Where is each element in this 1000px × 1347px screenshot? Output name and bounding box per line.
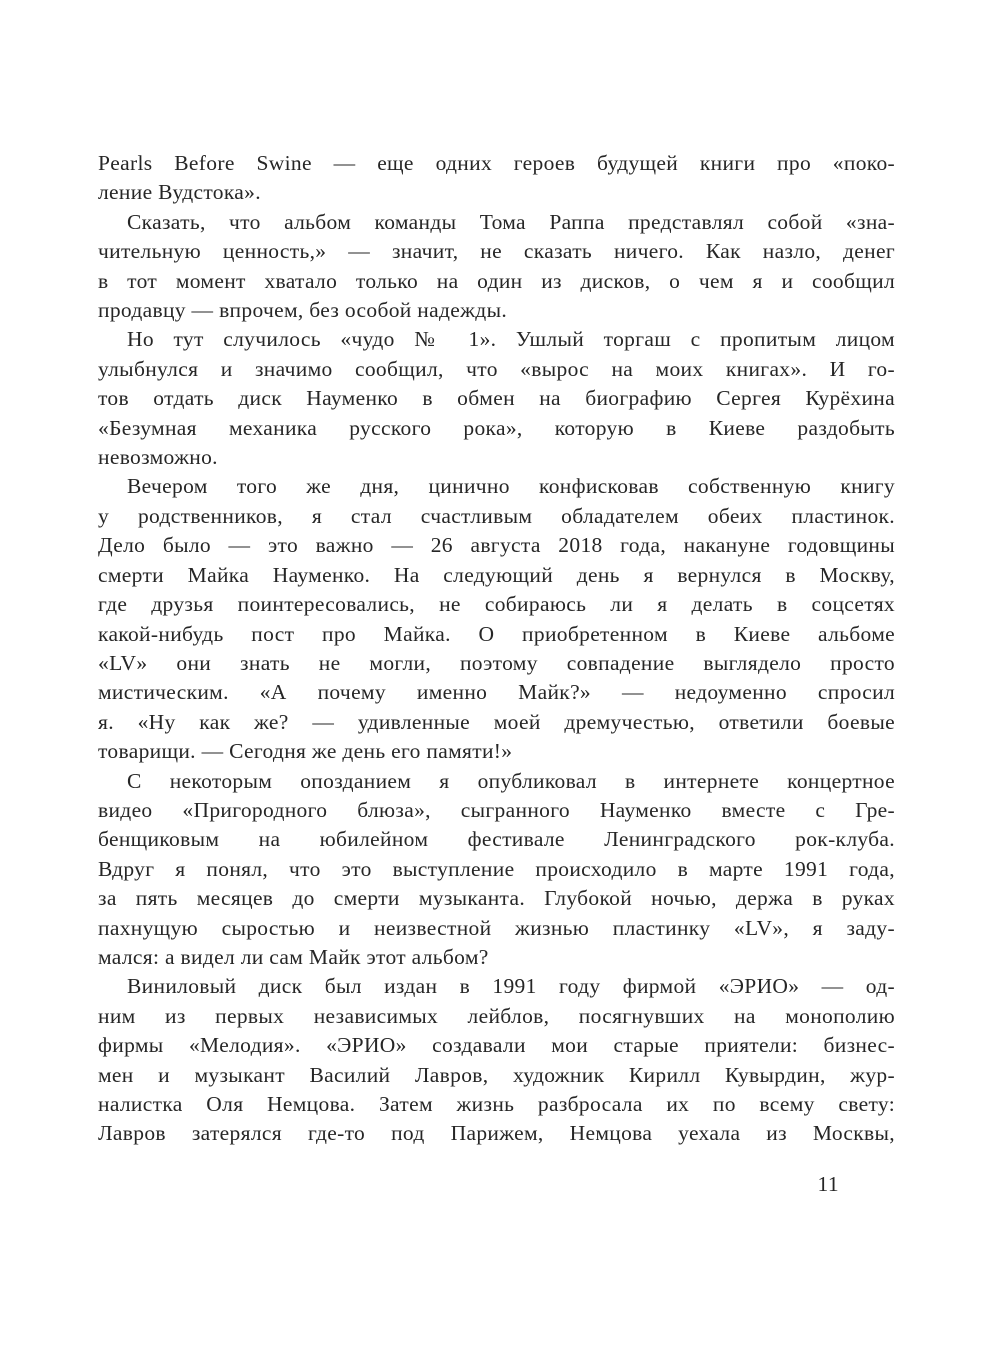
text-line: налистка Оля Немцова. Затем жизнь разбросала их по всему свету:	[98, 1092, 895, 1116]
text-line: видео «Пригородного блюза», сыгранного Науменко вместе с Гре-	[98, 797, 895, 822]
text-line: ление Вудстока».	[98, 180, 261, 205]
text-line: в тот момент хватало только на один из дисков, о чем я и сообщил	[98, 268, 895, 293]
text-line: Вдруг я понял, что это выступление происходило в марте 1991 года,	[98, 856, 895, 881]
text-line: за пять месяцев до смерти музыканта. Глубокой ночью, держа в руках	[98, 886, 895, 911]
text-line: Виниловый диск был издан в 1991 году фирмой «ЭРИО» — од-	[127, 974, 895, 999]
text-line: Дело было — это важно — 26 августа 2018 года, накануне годовщины	[98, 533, 895, 558]
text-line: товарищи. — Сегодня же день его памяти!»	[98, 739, 513, 764]
text-line: Pearls Before Swine — еще одних героев будущей книги про «поко-	[98, 151, 895, 175]
text-line: я. «Ну как же? — удивленные моей дремучестью, ответили боевые	[98, 709, 895, 734]
text-line: ним из первых независимых лейблов, посягнувших на монополию	[98, 1003, 895, 1028]
text-line: Вечером того же дня, цинично конфисковав собственную книгу	[127, 474, 895, 499]
text-line: мен и музыкант Василий Лавров, художник Кирилл Кувырдин, жур-	[98, 1062, 895, 1087]
text-line: С некоторым опозданием я опубликовал в интернете концертное	[127, 768, 895, 793]
text-line: «Безумная механика русского рока», которую в Киеве раздобыть	[98, 415, 895, 440]
text-line: невозможно.	[98, 445, 218, 470]
text-line: у родственников, я стал счастливым обладателем обеих пластинок.	[98, 503, 895, 528]
text-line: улыбнулся и значимо сообщил, что «вырос на моих книгах». И го-	[98, 356, 895, 381]
text-line: Лавров затерялся где-то под Парижем, Немцова уехала из Москвы,	[98, 1121, 895, 1146]
text-line: пахнущую сыростью и неизвестной жизнью пластинку «LV», я заду-	[98, 915, 895, 940]
text-block	[98, 149, 895, 1149]
text-line: мистическим. «А почему именно Майк?» — недоуменно спросил	[98, 680, 895, 705]
text-line: фирмы «Мелодия». «ЭРИО» создавали мои старые приятели: бизнес-	[98, 1033, 895, 1058]
text-line: продавцу — впрочем, без особой надежды.	[98, 298, 508, 323]
text-line: «LV» они знать не могли, поэтому совпадение выглядело просто	[98, 650, 895, 675]
text-line: бенщиковым на юбилейном фестивале Ленинградского рок-клуба.	[98, 827, 895, 852]
text-line: Сказать, что альбом команды Тома Раппа представлял собой «зна-	[127, 209, 895, 234]
text-line: какой-нибудь пост про Майка. О приобретенном в Киеве альбоме	[98, 621, 895, 646]
text-line: смерти Майка Науменко. На следующий день я вернулся в Москву,	[98, 562, 895, 587]
page-number: 11	[817, 1172, 839, 1196]
text-line: тов отдать диск Науменко в обмен на биографию Сергея Курёхина	[98, 386, 895, 411]
text-line: где друзья поинтересовались, не собираюсь ли я делать в соцсетях	[98, 592, 895, 617]
text-line: мался: а видел ли сам Майк этот альбом?	[98, 944, 489, 969]
text-line: чительную ценность,» — значит, не сказать ничего. Как назло, денег	[98, 239, 895, 264]
text-line: Но тут случилось «чудо № 1». Ушлый торгаш с пропитым лицом	[127, 327, 895, 352]
